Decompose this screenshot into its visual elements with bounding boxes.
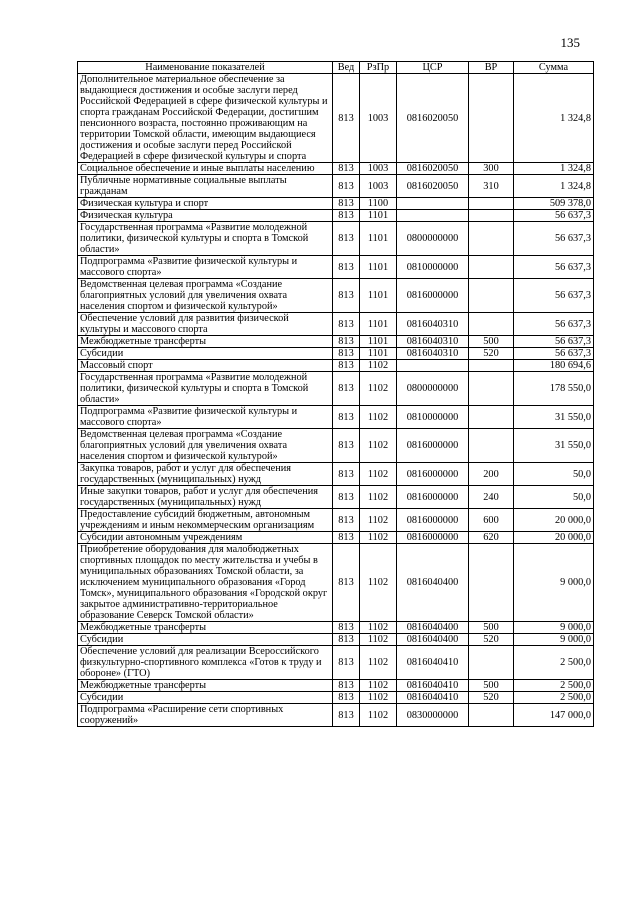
cell-name: Подпрограмма «Расширение сети спортивных сооружений»	[78, 704, 333, 727]
table-row	[78, 74, 594, 163]
table-body	[78, 74, 594, 727]
cell-sum: 2 500,0	[514, 680, 594, 692]
cell-csr: 0816000000	[397, 532, 469, 544]
cell-name: Физическая культура и спорт	[78, 198, 333, 210]
cell-name: Государственная программа «Развитие молодежной политики, физической культуры и спорта в Томской области»	[78, 372, 333, 406]
cell-rzpr: 1101	[360, 348, 397, 360]
cell-name: Обеспечение условий для развития физической культуры и массового спорта	[78, 313, 333, 336]
cell-ved: 813	[333, 256, 360, 279]
cell-ved: 813	[333, 532, 360, 544]
cell-vr	[469, 406, 514, 429]
cell-csr: 0816000000	[397, 279, 469, 313]
table-row	[78, 175, 594, 198]
cell-vr: 200	[469, 463, 514, 486]
cell-name: Межбюджетные трансферты	[78, 336, 333, 348]
cell-rzpr: 1003	[360, 163, 397, 175]
table-row	[78, 360, 594, 372]
cell-name: Физическая культура	[78, 210, 333, 222]
cell-ved: 813	[333, 372, 360, 406]
cell-rzpr: 1102	[360, 486, 397, 509]
cell-name: Ведомственная целевая программа «Создание благоприятных условий для увеличения охвата населения спортом и физической культурой»	[78, 279, 333, 313]
cell-vr	[469, 646, 514, 680]
cell-vr	[469, 360, 514, 372]
table-row	[78, 463, 594, 486]
cell-vr: 240	[469, 486, 514, 509]
cell-ved: 813	[333, 222, 360, 256]
cell-ved: 813	[333, 509, 360, 532]
header-vr: ВР	[469, 62, 514, 74]
cell-csr: 0816000000	[397, 486, 469, 509]
header-csr: ЦСР	[397, 62, 469, 74]
cell-vr: 300	[469, 163, 514, 175]
cell-name: Социальное обеспечение и иные выплаты населению	[78, 163, 333, 175]
cell-vr	[469, 704, 514, 727]
cell-csr: 0810000000	[397, 256, 469, 279]
header-rzpr: РзПр	[360, 62, 397, 74]
table-row	[78, 222, 594, 256]
cell-csr: 0816040410	[397, 692, 469, 704]
cell-rzpr: 1102	[360, 680, 397, 692]
table-row	[78, 509, 594, 532]
cell-vr: 600	[469, 509, 514, 532]
cell-rzpr: 1102	[360, 646, 397, 680]
cell-sum: 20 000,0	[514, 532, 594, 544]
table-row	[78, 429, 594, 463]
cell-sum: 56 637,3	[514, 256, 594, 279]
cell-name: Обеспечение условий для реализации Всероссийского физкультурно-спортивного комплекса «Готов к труду и обороне» (ГТО)	[78, 646, 333, 680]
cell-rzpr: 1102	[360, 509, 397, 532]
cell-csr: 0816040400	[397, 544, 469, 622]
cell-name: Субсидии	[78, 348, 333, 360]
cell-csr: 0816040410	[397, 646, 469, 680]
cell-sum: 50,0	[514, 486, 594, 509]
cell-vr	[469, 313, 514, 336]
cell-rzpr: 1102	[360, 634, 397, 646]
cell-rzpr: 1102	[360, 704, 397, 727]
table-row	[78, 372, 594, 406]
table-row	[78, 348, 594, 360]
cell-csr: 0816040400	[397, 622, 469, 634]
cell-sum: 9 000,0	[514, 544, 594, 622]
table-row	[78, 198, 594, 210]
cell-vr	[469, 279, 514, 313]
table-row	[78, 406, 594, 429]
cell-csr: 0830000000	[397, 704, 469, 727]
cell-name: Иные закупки товаров, работ и услуг для обеспечения государственных (муниципальных) нужд	[78, 486, 333, 509]
cell-sum: 2 500,0	[514, 692, 594, 704]
cell-vr	[469, 198, 514, 210]
cell-ved: 813	[333, 336, 360, 348]
cell-rzpr: 1102	[360, 429, 397, 463]
cell-name: Приобретение оборудования для малобюджетных спортивных площадок по месту жительства и учебы в муниципальных образованиях Томской области, за исключением муниципального образования «Город Томск», муниципального образования «Городской округ закрытое административно-территориальное образование Северск Томской области»	[78, 544, 333, 622]
cell-name: Закупка товаров, работ и услуг для обеспечения государственных (муниципальных) нужд	[78, 463, 333, 486]
cell-ved: 813	[333, 210, 360, 222]
cell-csr: 0816040400	[397, 634, 469, 646]
cell-sum: 509 378,0	[514, 198, 594, 210]
cell-ved: 813	[333, 463, 360, 486]
cell-sum: 9 000,0	[514, 622, 594, 634]
cell-name: Государственная программа «Развитие молодежной политики, физической культуры и спорта в Томской области»	[78, 222, 333, 256]
cell-csr: 0816000000	[397, 509, 469, 532]
cell-rzpr: 1003	[360, 175, 397, 198]
cell-vr: 520	[469, 692, 514, 704]
header-sum: Сумма	[514, 62, 594, 74]
cell-rzpr: 1102	[360, 463, 397, 486]
cell-rzpr: 1102	[360, 692, 397, 704]
cell-vr	[469, 544, 514, 622]
cell-csr: 0816040310	[397, 336, 469, 348]
cell-rzpr: 1102	[360, 406, 397, 429]
cell-csr: 0816020050	[397, 175, 469, 198]
table-header	[78, 62, 594, 74]
cell-ved: 813	[333, 622, 360, 634]
table-row	[78, 486, 594, 509]
cell-ved: 813	[333, 175, 360, 198]
cell-vr: 520	[469, 348, 514, 360]
cell-sum: 1 324,8	[514, 74, 594, 163]
cell-vr: 620	[469, 532, 514, 544]
cell-rzpr: 1101	[360, 279, 397, 313]
header-name: Наименование показателей	[78, 62, 333, 74]
cell-csr: 0816020050	[397, 163, 469, 175]
cell-rzpr: 1101	[360, 313, 397, 336]
cell-sum: 9 000,0	[514, 634, 594, 646]
cell-sum: 56 637,3	[514, 313, 594, 336]
cell-sum: 178 550,0	[514, 372, 594, 406]
cell-name: Подпрограмма «Развитие физической культуры и массового спорта»	[78, 256, 333, 279]
table-row	[78, 622, 594, 634]
table-row	[78, 634, 594, 646]
cell-rzpr: 1101	[360, 222, 397, 256]
cell-ved: 813	[333, 198, 360, 210]
table-row	[78, 646, 594, 680]
cell-vr	[469, 256, 514, 279]
cell-name: Субсидии	[78, 692, 333, 704]
cell-sum: 56 637,3	[514, 210, 594, 222]
cell-name: Дополнительное материальное обеспечение за выдающиеся достижения и особые заслуги перед Российской Федерацией в сфере физической культуры и спорта гражданам Российской Федерации, достигшим пенсионного возраста, постоянно проживающим на территории Томской области, имеющим выдающиеся достижения и особые заслуги перед Российской Федерацией в сфере физической культуры и спорта	[78, 74, 333, 163]
cell-name: Массовый спорт	[78, 360, 333, 372]
cell-sum: 31 550,0	[514, 406, 594, 429]
cell-name: Публичные нормативные социальные выплаты гражданам	[78, 175, 333, 198]
cell-ved: 813	[333, 646, 360, 680]
cell-name: Субсидии	[78, 634, 333, 646]
cell-ved: 813	[333, 163, 360, 175]
cell-sum: 56 637,3	[514, 222, 594, 256]
cell-ved: 813	[333, 544, 360, 622]
table-row	[78, 210, 594, 222]
cell-vr: 310	[469, 175, 514, 198]
cell-csr: 0816040310	[397, 348, 469, 360]
cell-ved: 813	[333, 313, 360, 336]
cell-csr: 0816000000	[397, 429, 469, 463]
cell-rzpr: 1101	[360, 256, 397, 279]
cell-rzpr: 1102	[360, 544, 397, 622]
table-row	[78, 336, 594, 348]
cell-rzpr: 1101	[360, 336, 397, 348]
cell-csr: 0800000000	[397, 222, 469, 256]
cell-vr	[469, 372, 514, 406]
cell-csr: 0810000000	[397, 406, 469, 429]
cell-sum: 2 500,0	[514, 646, 594, 680]
cell-rzpr: 1102	[360, 622, 397, 634]
cell-sum: 56 637,3	[514, 279, 594, 313]
cell-ved: 813	[333, 692, 360, 704]
cell-ved: 813	[333, 704, 360, 727]
cell-rzpr: 1102	[360, 532, 397, 544]
cell-vr: 500	[469, 622, 514, 634]
cell-name: Межбюджетные трансферты	[78, 622, 333, 634]
cell-ved: 813	[333, 680, 360, 692]
cell-csr: 0816020050	[397, 74, 469, 163]
cell-sum: 180 694,6	[514, 360, 594, 372]
cell-csr: 0816040410	[397, 680, 469, 692]
cell-ved: 813	[333, 279, 360, 313]
cell-vr	[469, 74, 514, 163]
cell-ved: 813	[333, 486, 360, 509]
cell-vr	[469, 222, 514, 256]
cell-ved: 813	[333, 634, 360, 646]
cell-sum: 1 324,8	[514, 175, 594, 198]
table-row	[78, 279, 594, 313]
table-row	[78, 704, 594, 727]
table-row	[78, 532, 594, 544]
cell-vr: 520	[469, 634, 514, 646]
cell-ved: 813	[333, 406, 360, 429]
budget-table	[77, 61, 594, 727]
cell-csr: 0816000000	[397, 463, 469, 486]
table-row	[78, 692, 594, 704]
cell-vr: 500	[469, 680, 514, 692]
cell-name: Субсидии автономным учреждениям	[78, 532, 333, 544]
cell-vr	[469, 429, 514, 463]
cell-sum: 147 000,0	[514, 704, 594, 727]
cell-ved: 813	[333, 348, 360, 360]
header-ved: Вед	[333, 62, 360, 74]
cell-csr: 0816040310	[397, 313, 469, 336]
table-row	[78, 163, 594, 175]
cell-ved: 813	[333, 360, 360, 372]
cell-name: Межбюджетные трансферты	[78, 680, 333, 692]
table-row	[78, 544, 594, 622]
cell-rzpr: 1003	[360, 74, 397, 163]
table-row	[78, 680, 594, 692]
header-row	[78, 62, 594, 74]
cell-rzpr: 1100	[360, 198, 397, 210]
cell-name: Подпрограмма «Развитие физической культуры и массового спорта»	[78, 406, 333, 429]
cell-name: Предоставление субсидий бюджетным, автономным учреждениям и иным некоммерческим организациям	[78, 509, 333, 532]
cell-rzpr: 1102	[360, 360, 397, 372]
cell-sum: 1 324,8	[514, 163, 594, 175]
cell-sum: 31 550,0	[514, 429, 594, 463]
cell-ved: 813	[333, 429, 360, 463]
cell-sum: 20 000,0	[514, 509, 594, 532]
table-row	[78, 313, 594, 336]
cell-csr: 0800000000	[397, 372, 469, 406]
cell-rzpr: 1102	[360, 372, 397, 406]
cell-csr	[397, 198, 469, 210]
page-number: 135	[560, 35, 580, 50]
cell-vr	[469, 210, 514, 222]
cell-sum: 56 637,3	[514, 336, 594, 348]
cell-csr	[397, 360, 469, 372]
cell-ved: 813	[333, 74, 360, 163]
cell-rzpr: 1101	[360, 210, 397, 222]
cell-name: Ведомственная целевая программа «Создание благоприятных условий для увеличения охвата населения спортом и физической культурой»	[78, 429, 333, 463]
cell-vr: 500	[469, 336, 514, 348]
cell-csr	[397, 210, 469, 222]
table-row	[78, 256, 594, 279]
cell-sum: 56 637,3	[514, 348, 594, 360]
cell-sum: 50,0	[514, 463, 594, 486]
